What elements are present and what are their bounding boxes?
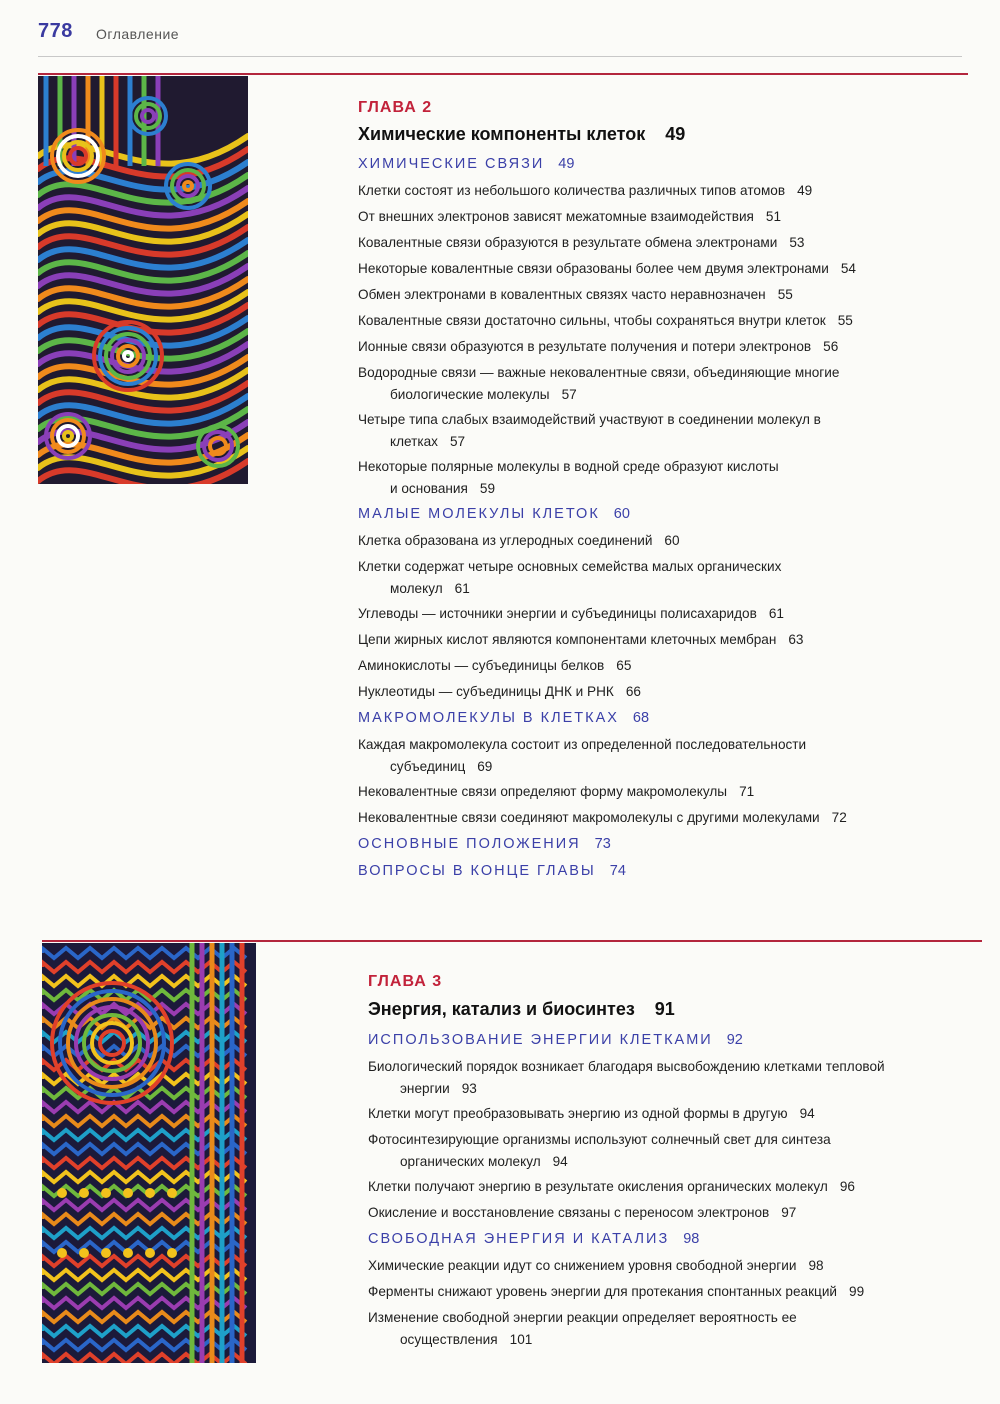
entry-page: 53 [789, 235, 805, 250]
toc-entry[interactable] [368, 1103, 815, 1125]
section-page: 74 [609, 863, 626, 879]
chapter-title[interactable] [358, 124, 685, 145]
entry-title-continued: молекул [390, 581, 443, 596]
toc-entry[interactable] [358, 284, 793, 306]
entry-page: 55 [837, 313, 853, 328]
art-dot [79, 1188, 89, 1198]
chapter-title-text: Химические компоненты клеток [358, 124, 646, 144]
entry-title: Четыре типа слабых взаимодействий участвуют в соединении молекул в [358, 412, 821, 427]
entry-title: Некоторые полярные молекулы в водной среде образуют кислоты [358, 459, 779, 474]
toc-section[interactable] [358, 836, 611, 852]
chapter-2-artwork [38, 76, 248, 484]
running-head [38, 18, 962, 48]
toc-section[interactable] [358, 863, 626, 879]
entry-page: 66 [625, 684, 641, 699]
entry-page: 55 [777, 287, 793, 302]
toc-entry[interactable] [358, 409, 821, 453]
chapter-title-text: Энергия, катализ и биосинтез [368, 999, 635, 1019]
section-title: МАЛЫЕ МОЛЕКУЛЫ КЛЕТОК [358, 506, 600, 522]
toc-entry[interactable] [358, 807, 847, 829]
art-dot [57, 1188, 67, 1198]
toc-entry[interactable] [358, 456, 779, 500]
chapter-3-artwork [42, 943, 256, 1363]
art-dot [167, 1188, 177, 1198]
chapter-rule [38, 73, 968, 75]
chapter-page: 91 [654, 999, 675, 1019]
art-dot [123, 1248, 133, 1258]
toc-entry[interactable] [358, 681, 641, 703]
entry-title: Ионные связи образуются в результате получения и потери электронов [358, 339, 812, 354]
section-page: 49 [558, 156, 575, 172]
entry-page: 65 [616, 658, 632, 673]
entry-page: 101 [509, 1332, 533, 1347]
entry-title: Каждая макромолекула состоит из определенной последовательности [358, 737, 807, 752]
section-page: 73 [594, 836, 611, 852]
entry-page: 51 [765, 209, 782, 224]
entry-page: 61 [768, 606, 784, 621]
toc-section[interactable] [358, 506, 630, 522]
entry-title: Нуклеотиды — субъединицы ДНК и РНК [358, 684, 614, 699]
section-title: ИСПОЛЬЗОВАНИЕ ЭНЕРГИИ КЛЕТКАМИ [368, 1032, 713, 1048]
toc-entry[interactable] [368, 1129, 831, 1173]
entry-page: 60 [664, 533, 680, 548]
section-page: 68 [632, 710, 650, 726]
chapter-label: ГЛАВА 2 [358, 99, 433, 116]
entry-page: 94 [552, 1154, 568, 1169]
toc-entry[interactable] [368, 1255, 824, 1277]
entry-page: 99 [849, 1284, 865, 1299]
art-dot [123, 1188, 133, 1198]
toc-entry[interactable] [358, 629, 804, 651]
running-head-title: Оглавление [96, 26, 180, 42]
toc-section[interactable] [358, 156, 574, 172]
section-title: ХИМИЧЕСКИЕ СВЯЗИ [358, 156, 545, 172]
entry-title: Окисление и восстановление связаны с переносом электронов [368, 1205, 770, 1220]
entry-page: 98 [808, 1258, 824, 1273]
entry-title: Клетки содержат четыре основных семейства малых органических [358, 559, 782, 574]
art-dot [167, 1248, 177, 1258]
header-rule [38, 56, 962, 57]
entry-title: Нековалентные связи соединяют макромолекулы с другими молекулами [358, 810, 820, 825]
entry-title: Клетка образована из углеродных соединений [358, 533, 653, 548]
toc-entry[interactable] [358, 603, 784, 625]
section-title: ВОПРОСЫ В КОНЦЕ ГЛАВЫ [358, 863, 596, 879]
section-page: 98 [683, 1231, 700, 1247]
chapter-rule [42, 940, 982, 942]
toc-entry[interactable] [358, 206, 781, 228]
art-dot [101, 1248, 111, 1258]
entry-title: Химические реакции идут со снижением уровня свободной энергии [368, 1258, 797, 1273]
section-page: 60 [613, 506, 630, 522]
entry-page: 63 [788, 632, 804, 647]
art-dot [101, 1188, 111, 1198]
art-dot [145, 1248, 155, 1258]
toc-entry[interactable] [358, 734, 806, 778]
entry-title-continued: клетках [390, 434, 438, 449]
chapter-page: 49 [665, 124, 686, 144]
entry-page: 72 [831, 810, 847, 825]
entry-title: Фотосинтезирующие организмы используют солнечный свет для синтеза [368, 1132, 831, 1147]
entry-page: 56 [823, 339, 839, 354]
entry-title: Углеводы — источники энергии и субъединицы полисахаридов [358, 606, 757, 621]
entry-title: Ковалентные связи образуются в результате обмена электронами [358, 235, 778, 250]
toc-entry[interactable] [368, 1056, 885, 1100]
entry-title: Клетки могут преобразовывать энергию из одной формы в другую [368, 1106, 788, 1121]
entry-title: Клетки получают энергию в результате окисления органических молекул [368, 1179, 828, 1194]
art-dot [79, 1248, 89, 1258]
entry-title-continued: и основания [390, 481, 468, 496]
entry-title: Обмен электронами в ковалентных связях часто неравнозначен [358, 287, 766, 302]
entry-title: Биологический порядок возникает благодаря высвобождению клетками тепловой [368, 1059, 885, 1074]
toc-entry[interactable] [358, 310, 853, 332]
toc-entry[interactable] [358, 781, 754, 803]
entry-title: Нековалентные связи определяют форму макромолекулы [358, 784, 728, 799]
entry-title: От внешних электронов зависят межатомные взаимодействия [358, 209, 754, 224]
entry-page: 59 [479, 481, 496, 496]
toc-entry[interactable] [358, 556, 781, 600]
section-title: ОСНОВНЫЕ ПОЛОЖЕНИЯ [358, 836, 581, 852]
toc-entry[interactable] [358, 232, 804, 254]
chapter-label: ГЛАВА 3 [368, 973, 443, 990]
entry-page: 57 [449, 434, 466, 449]
chapter-title[interactable] [368, 999, 675, 1020]
entry-page: 57 [561, 387, 577, 402]
toc-entry[interactable] [358, 362, 839, 406]
toc-entry[interactable] [368, 1202, 796, 1224]
page-number: 778 [38, 20, 73, 42]
entry-title-continued: субъединиц [390, 759, 466, 774]
entry-page: 54 [840, 261, 856, 276]
entry-page: 49 [797, 183, 813, 198]
entry-title-continued: биологические молекулы [390, 387, 550, 402]
toc-section[interactable] [368, 1231, 699, 1247]
entry-title-continued: энергии [400, 1081, 450, 1096]
entry-page: 94 [799, 1106, 815, 1121]
entry-title: Ковалентные связи достаточно сильны, чтобы сохраняться внутри клеток [358, 313, 826, 328]
art-dot [57, 1248, 67, 1258]
entry-page: 61 [454, 581, 470, 596]
toc-entry[interactable] [358, 655, 631, 677]
entry-title-continued: осуществления [400, 1332, 498, 1347]
entry-page: 93 [461, 1081, 477, 1096]
art-dot [145, 1188, 155, 1198]
entry-title: Водородные связи — важные нековалентные связи, объединяющие многие [358, 365, 840, 380]
entry-title-continued: органических молекул [400, 1154, 541, 1169]
toc-section[interactable] [358, 710, 649, 726]
entry-title: Аминокислоты — субъединицы белков [358, 658, 605, 673]
entry-title: Клетки состоят из небольшого количества различных типов атомов [358, 183, 786, 198]
entry-title: Ферменты снижают уровень энергии для протекания спонтанных реакций [368, 1284, 838, 1299]
entry-title: Некоторые ковалентные связи образованы более чем двумя электронами [358, 261, 829, 276]
entry-page: 96 [839, 1179, 855, 1194]
section-page: 92 [726, 1032, 743, 1048]
entry-page: 97 [781, 1205, 797, 1220]
section-title: МАКРОМОЛЕКУЛЫ В КЛЕТКАХ [358, 710, 619, 726]
entry-title: Изменение свободной энергии реакции определяет вероятность ее [368, 1310, 797, 1325]
toc-entry[interactable] [358, 530, 680, 552]
toc-entry[interactable] [358, 258, 856, 280]
toc-entry[interactable] [368, 1307, 797, 1351]
section-title: СВОБОДНАЯ ЭНЕРГИЯ И КАТАЛИЗ [368, 1231, 670, 1247]
entry-page: 69 [477, 759, 493, 774]
toc-entry[interactable] [358, 336, 838, 358]
toc-entry[interactable] [368, 1176, 855, 1198]
toc-section[interactable] [368, 1032, 743, 1048]
toc-entry[interactable] [358, 180, 812, 202]
entry-title: Цепи жирных кислот являются компонентами клеточных мембран [358, 632, 777, 647]
toc-entry[interactable] [368, 1281, 864, 1303]
entry-page: 71 [739, 784, 755, 799]
